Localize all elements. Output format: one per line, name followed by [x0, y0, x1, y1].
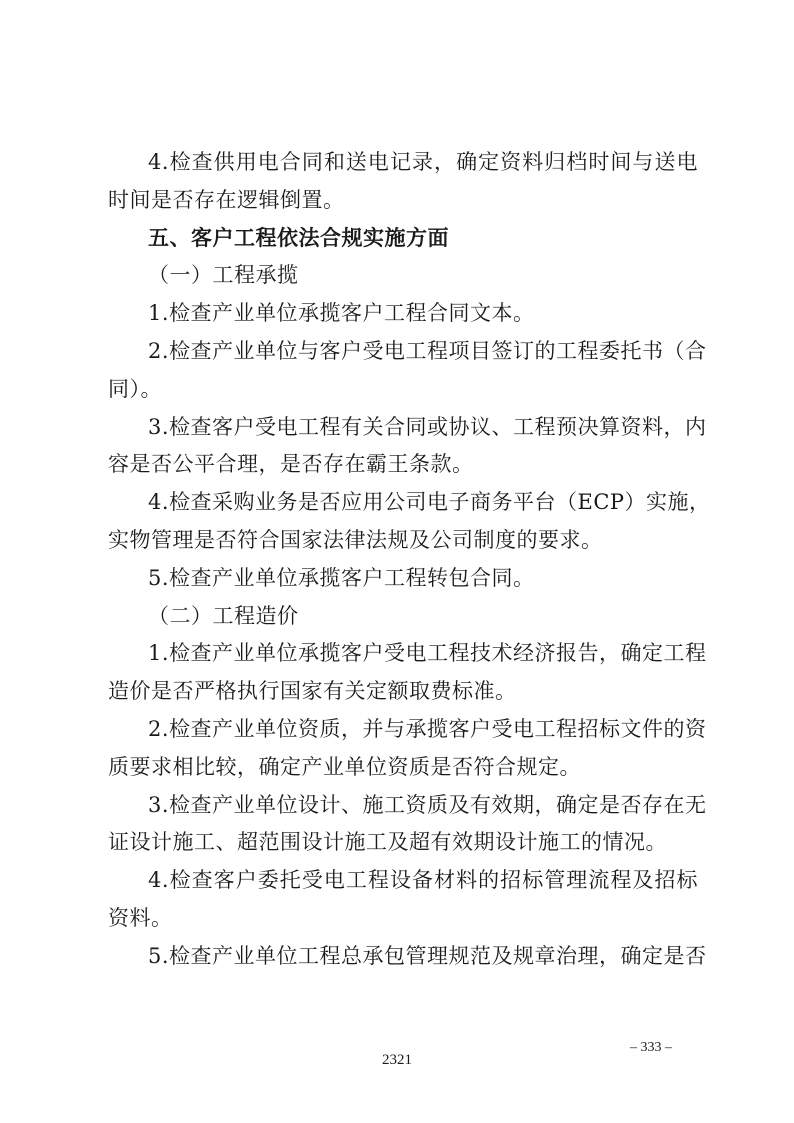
footer-code: 2321 — [382, 1052, 412, 1068]
paragraph-line: 时间是否存在逻辑倒置。 — [108, 187, 345, 212]
paragraph-line: 4.检查客户委托受电工程设备材料的招标管理流程及招标 — [148, 868, 698, 893]
paragraph-line: 4.检查供用电合同和送电记录，确定资料归档时间与送电 — [148, 150, 698, 174]
paragraph-line: 1.检查产业单位承揽客户工程合同文本。 — [148, 301, 535, 326]
paragraph-line: 1.检查产业单位承揽客户受电工程技术经济报告，确定工程 — [148, 641, 707, 666]
paragraph-line: 实物管理是否符合国家法律法规及公司制度的要求。 — [108, 527, 603, 552]
paragraph-line: 3.检查产业单位设计、施工资质及有效期，确定是否存在无 — [148, 792, 707, 817]
body-text — [108, 144, 711, 976]
paragraph-line: 容是否公平合理，是否存在霸王条款。 — [108, 452, 474, 477]
paragraph-line: 5.检查产业单位承揽客户工程转包合同。 — [148, 565, 535, 590]
paragraph-line: 4.检查采购业务是否应用公司电子商务平台（ECP）实施， — [148, 490, 711, 515]
paragraph-line: 3.检查客户受电工程有关合同或协议、工程预决算资料，内 — [148, 414, 707, 439]
paragraph-line: 质要求相比较，确定产业单位资质是否符合规定。 — [108, 754, 581, 779]
paragraph-line: 同）。 — [108, 376, 162, 401]
paragraph-line: 造价是否严格执行国家有关定额取费标准。 — [108, 679, 517, 704]
paragraph-line: 资料。 — [108, 905, 173, 930]
paragraph-line: 2.检查产业单位资质，并与承揽客户受电工程招标文件的资 — [148, 716, 707, 741]
section-heading: 五、客户工程依法合规实施方面 — [148, 225, 449, 250]
page-number: – 333 – — [630, 1040, 672, 1055]
paragraph-line: 证设计施工、超范围设计施工及超有效期设计施工的情况。 — [108, 830, 667, 855]
paragraph-line: 5.检查产业单位工程总承包管理规范及规章治理，确定是否 — [148, 943, 707, 968]
paragraph-line: 2.检查产业单位与客户受电工程项目签订的工程委托书（合 — [148, 338, 707, 363]
subsection-heading: （二）工程造价 — [148, 603, 299, 628]
subsection-heading: （一）工程承揽 — [148, 263, 299, 288]
